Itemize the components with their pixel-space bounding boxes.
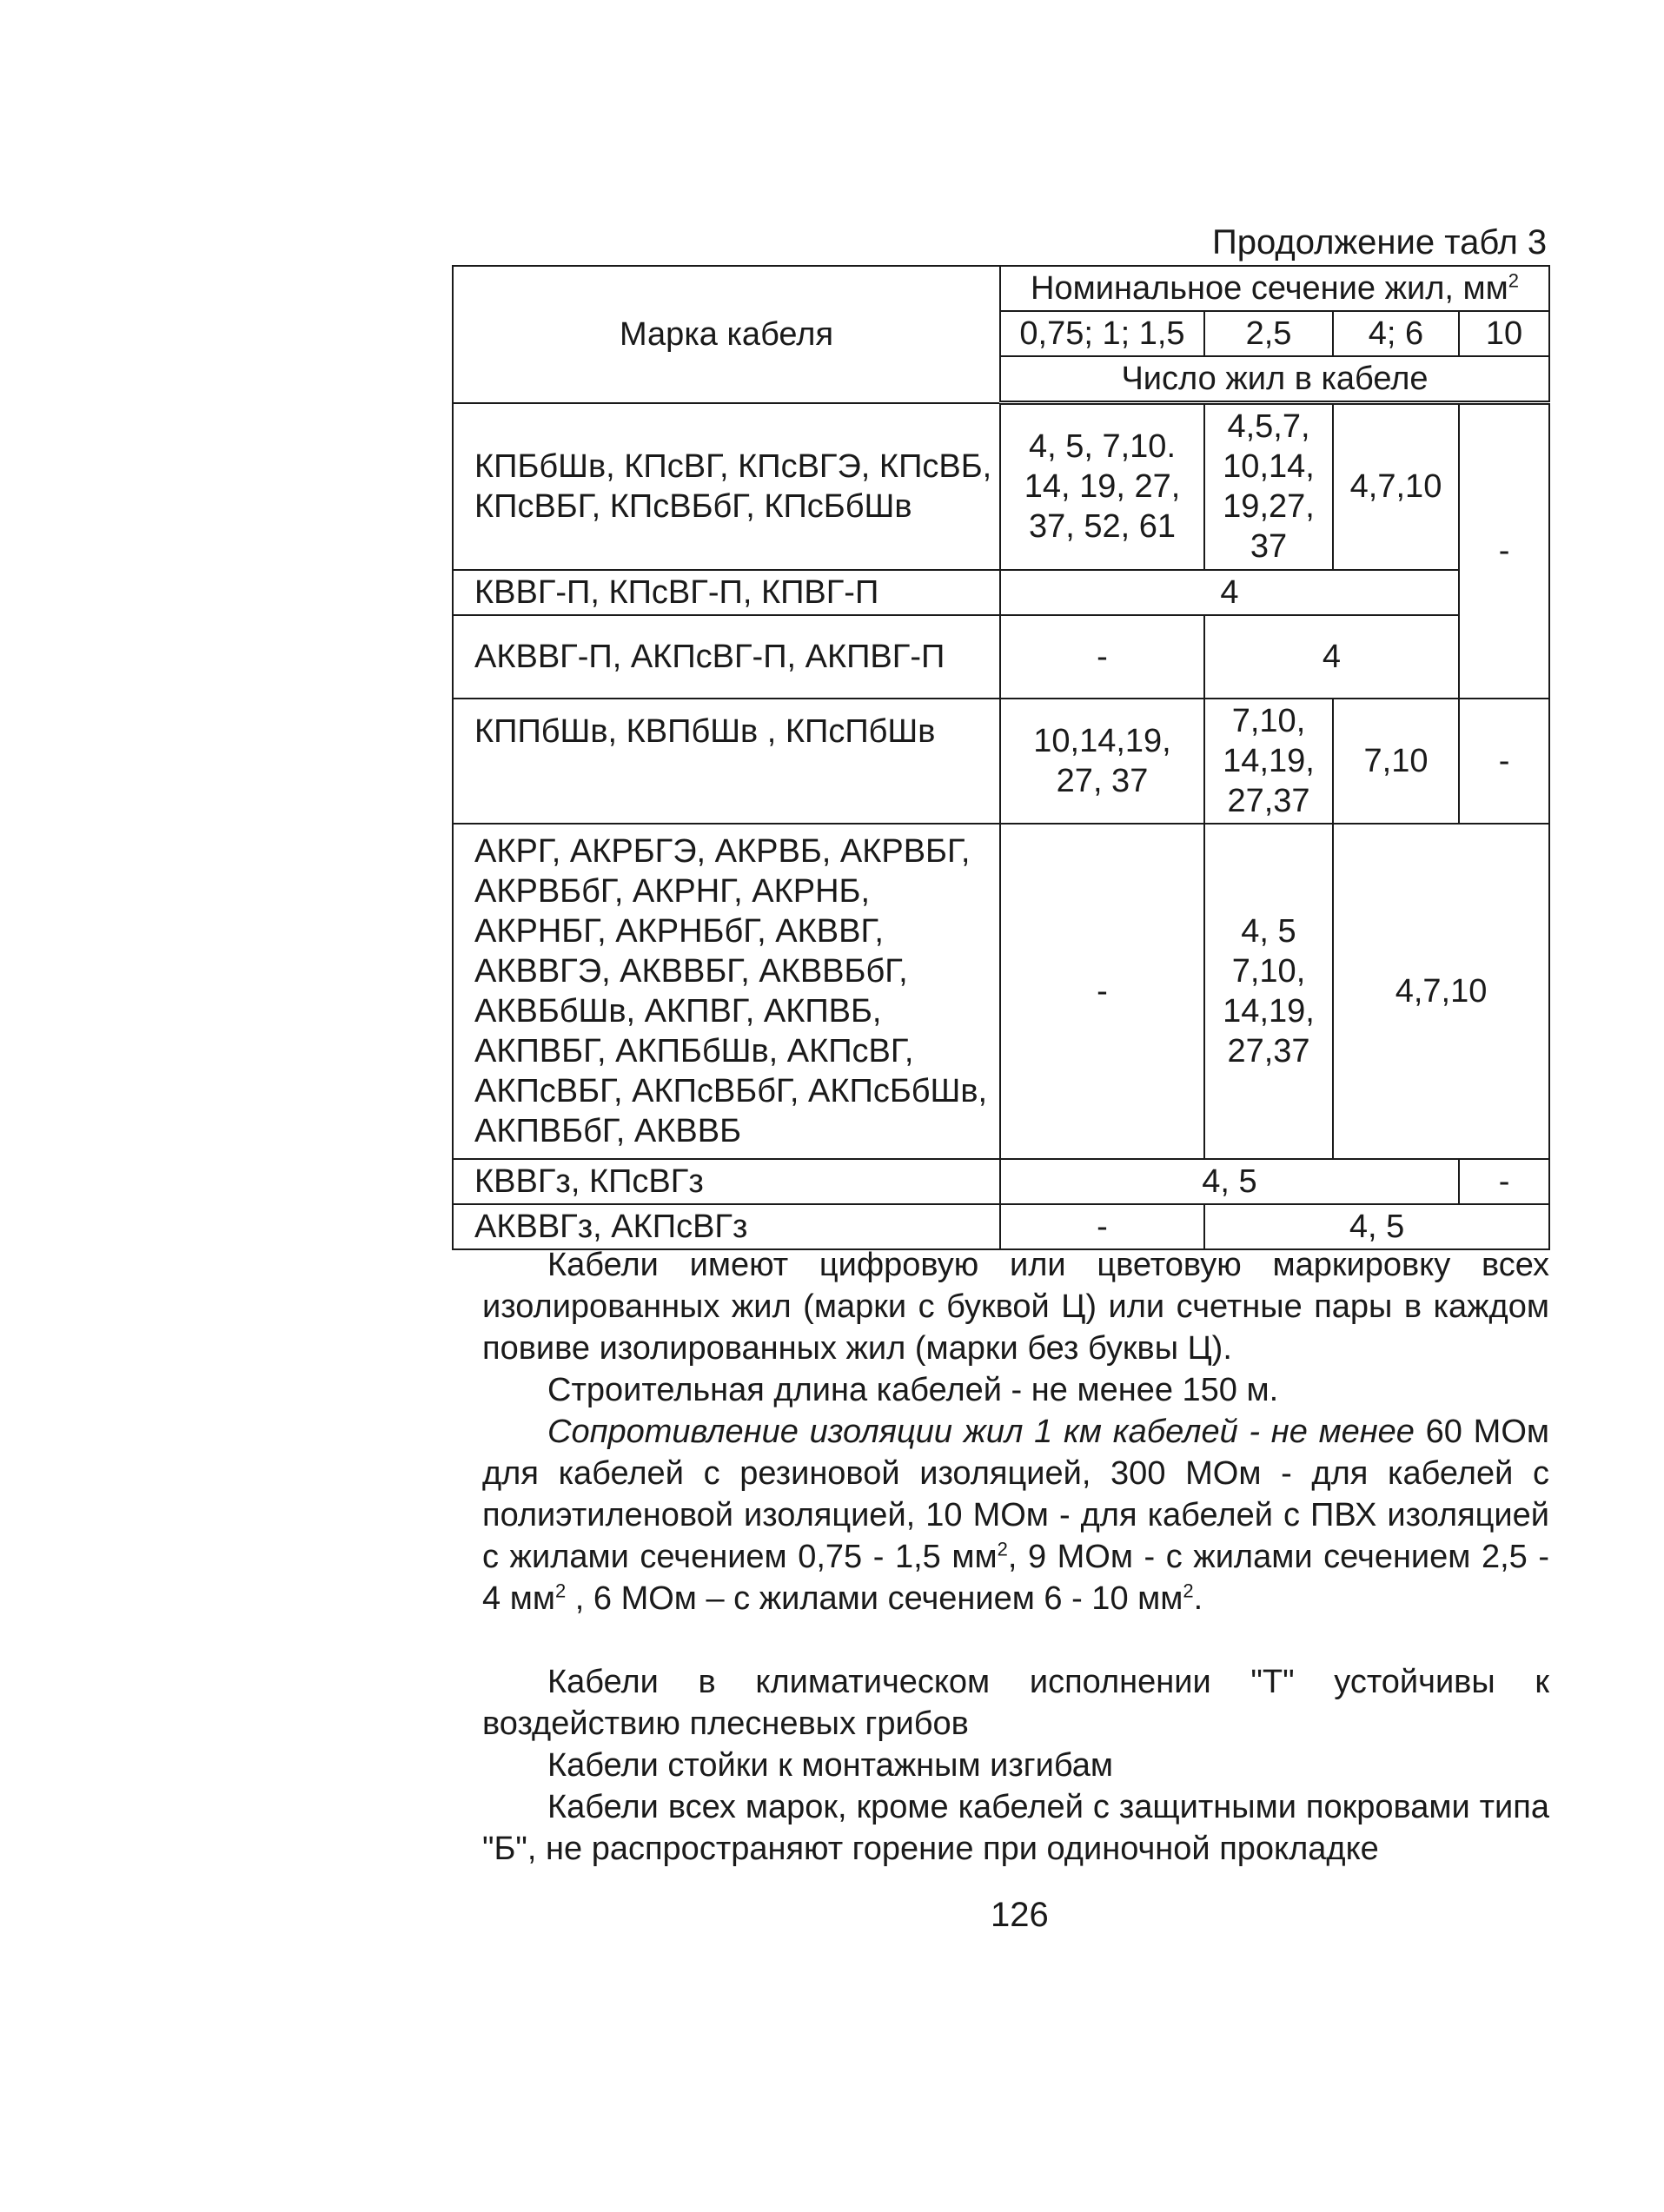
row-cell: 4, 5, 7,10. 14, 19, 27, 37, 52, 61 (1000, 403, 1204, 570)
row-brand: КПБбШв, КПсВГ, КПсВГЭ, КПсВБ, КПсВБГ, КПсВБбГ, КПсБбШв (453, 403, 1000, 570)
table-row (453, 1159, 1549, 1204)
paragraph-bending (482, 1745, 1549, 1786)
row-cell: 4,7,10 (1333, 403, 1459, 570)
paragraph-text: , 6 МОм – с жилами сечением 6 - 10 мм (566, 1580, 1183, 1617)
row-brand: АКВВГз, АКПсВГз (453, 1204, 1000, 1249)
table-row (453, 824, 1549, 1159)
header-section-2: 2,5 (1204, 311, 1333, 356)
header-section-1: 0,75; 1; 1,5 (1000, 311, 1204, 356)
row-cell: - (1000, 615, 1204, 699)
header-cores: Число жил в кабеле (1000, 356, 1549, 403)
table-row (453, 403, 1549, 570)
cable-table (452, 265, 1550, 1250)
paragraph-text: Кабели в климатическом исполнении "Т" устойчивы к воздействию плесневых грибов (482, 1664, 1549, 1742)
row-cell: 4 (1000, 570, 1459, 615)
paragraph-text: 60 МОм для кабелей с резиновой изоляцией, 300 МОм - для кабелей с полиэтиленовой изоляцией, 10 МОм - для кабелей с ПВХ изоляцией с жилами сечением 0,75 - 1,5 мм (482, 1414, 1549, 1575)
row-brand: КППбШв, КВПбШв , КПсПбШв (453, 699, 1000, 824)
table-row (453, 1204, 1549, 1249)
unit-exp: 2 (1183, 1580, 1194, 1602)
table-row (453, 699, 1549, 824)
row-cell: - (1000, 824, 1204, 1159)
paragraph-lead: Сопротивление изоляции жил 1 км кабелей - не менее (547, 1414, 1415, 1450)
paragraph-text: Кабели стойки к монтажным изгибам (547, 1747, 1114, 1784)
paragraph-text: . (1193, 1580, 1203, 1617)
row-cell: 7,10, 14,19, 27,37 (1204, 699, 1333, 824)
row-cell: 4, 5 (1000, 1159, 1459, 1204)
table-row (453, 615, 1549, 699)
paragraph-text: Кабели всех марок, кроме кабелей с защитными покровами типа "Б", не распространяют горение при одиночной прокладке (482, 1789, 1549, 1867)
header-section-label: Номинальное сечение жил, мм (1031, 270, 1508, 307)
paragraph-climate (482, 1661, 1549, 1745)
table-row (453, 570, 1549, 615)
row-cell: 7,10 (1333, 699, 1459, 824)
page-number: 126 (991, 1896, 1049, 1934)
header-section-4: 10 (1459, 311, 1549, 356)
unit-exp: 2 (997, 1538, 1008, 1560)
paragraph-length (482, 1369, 1549, 1411)
header-section-3: 4; 6 (1333, 311, 1459, 356)
row-brand: АКВВГ-П, АКПсВГ-П, АКПВГ-П (453, 615, 1000, 699)
paragraph-text: , 9 МОм - с жилами сечением 2,5 - 4 мм (482, 1539, 1550, 1617)
row-cell: 4, 5 7,10, 14,19, 27,37 (1204, 824, 1333, 1159)
row-cell: - (1459, 1159, 1549, 1204)
header-section-unit-exp: 2 (1508, 269, 1520, 292)
row-cell: - (1000, 1204, 1204, 1249)
paragraph-text: Кабели имеют цифровую или цветовую маркировку всех изолированных жил (марки с буквой Ц) или счетные пары в каждом повиве изолированных жил (марки без буквы Ц). (482, 1247, 1549, 1367)
row-cell: 4, 5 (1204, 1204, 1549, 1249)
row-brand: КВВГ-П, КПсВГ-П, КПВГ-П (453, 570, 1000, 615)
row-brand: КВВГз, КПсВГз (453, 1159, 1000, 1204)
row-cell: 4,7,10 (1333, 824, 1549, 1159)
header-section (1000, 266, 1549, 311)
paragraph-fire (482, 1786, 1549, 1870)
paragraph-resistance (482, 1411, 1549, 1619)
row-cell: 4,5,7, 10,14, 19,27, 37 (1204, 403, 1333, 570)
paragraph-text: Строительная длина кабелей - не менее 150 м. (547, 1372, 1279, 1408)
row-cell: - (1459, 699, 1549, 824)
row-cell: - (1459, 403, 1549, 699)
unit-exp: 2 (554, 1580, 567, 1602)
paragraph-marking (482, 1244, 1549, 1369)
row-cell: 10,14,19, 27, 37 (1000, 699, 1204, 824)
row-brand: АКРГ, АКРБГЭ, АКРВБ, АКРВБГ, АКРВБбГ, АКРНГ, АКРНБ, АКРНБГ, АКРНБбГ, АКВВГ, АКВВГЭ, АКВВБГ, АКВВБбГ, АКВБбШв, АКПВГ, АКПВБ, АКПВБГ, АКПБбШв, АКПсВГ, АКПсВБГ, АКПсВБбГ, АКПсБбШв, АКПВБбГ, АКВВБ (453, 824, 1000, 1159)
row-cell: 4 (1204, 615, 1459, 699)
header-brand: Марка кабеля (453, 266, 1000, 403)
table-caption: Продолжение табл 3 (1212, 223, 1548, 262)
